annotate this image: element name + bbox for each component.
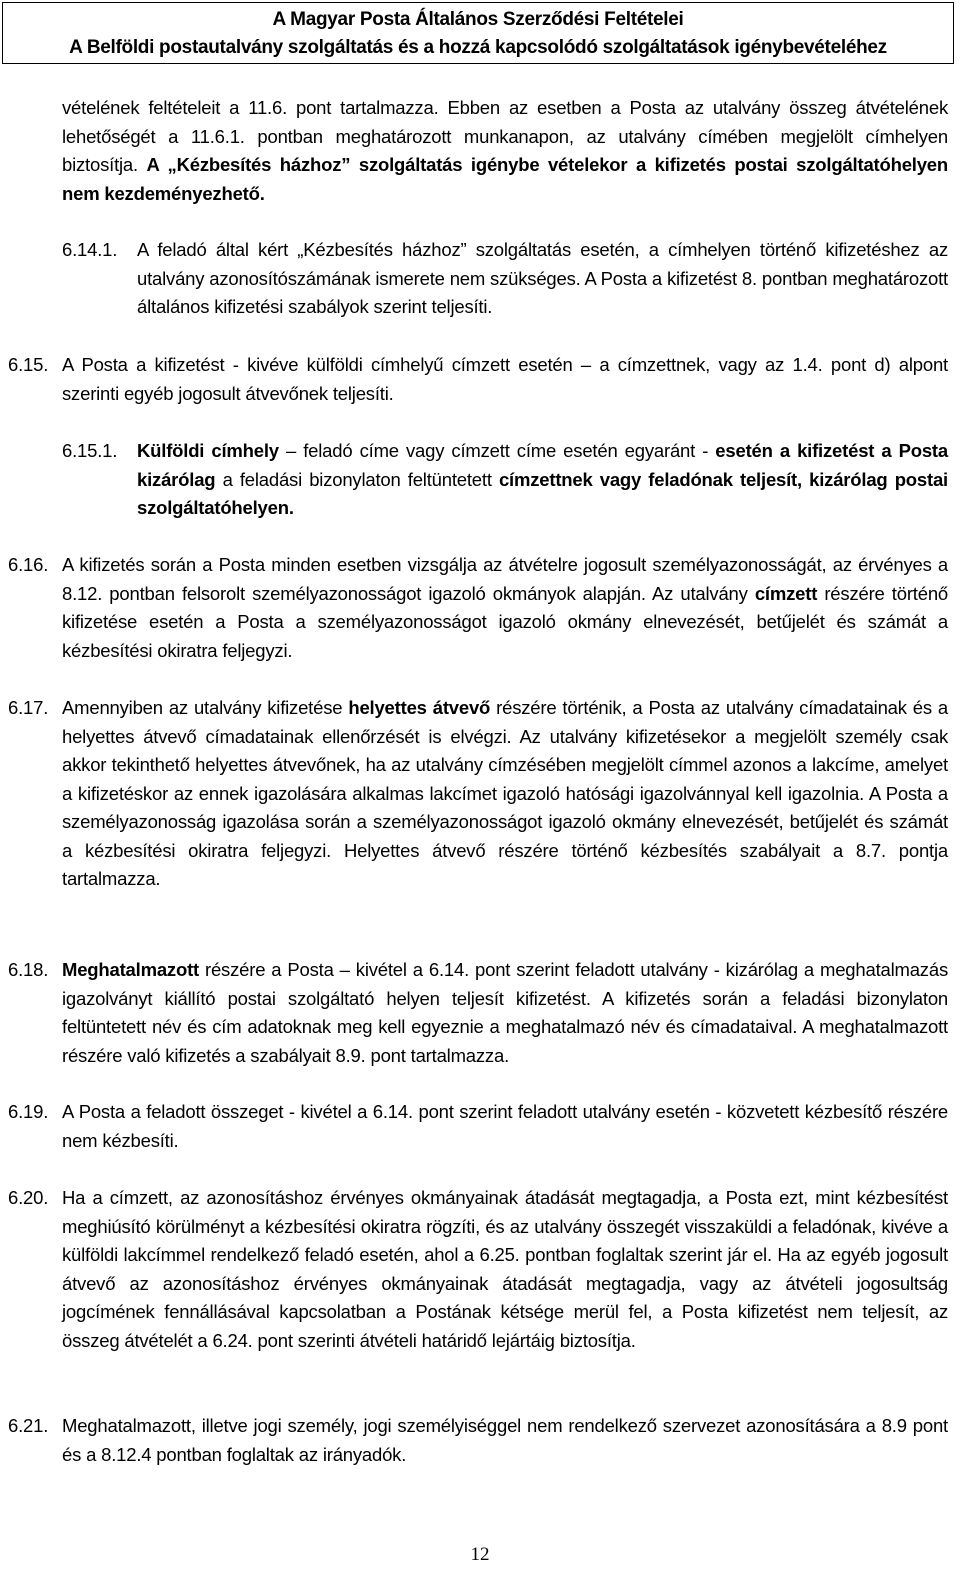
section-number: 6.21. [8, 1415, 49, 1436]
section-number: 6.14.1. [62, 239, 118, 260]
section-number: 6.17. [8, 697, 49, 718]
section-6-19-text: A Posta a feladott összeget - kivétel a 6.14. pont szerint feladott utalvány esetén - közvetett kézbesítő részére nem kézbesíti. [62, 1101, 948, 1151]
document-header [2, 2, 954, 64]
section-6-16-text: A kifizetés során a Posta minden esetben vizsgálja az átvételre jogosult személyazonosságát, az érvényes a 8.12. pontban felsorolt személyazonosságot igazoló okmányok alapján. Az utalvány címzett részére történő kifizetése esetén a Posta a személyazonosságot igazoló okmány elnevezését, betűjelét és számát a kézbesítési okiratra feljegyzi. [62, 554, 948, 661]
section-number: 6.19. [8, 1101, 49, 1122]
section-number: 6.16. [8, 554, 49, 575]
paragraph-intro: vételének feltételeit a 11.6. pont tartalmazza. Ebben az esetben a Posta az utalvány összeg átvételének lehetőségét a 11.6.1. pontban meghatározott munkanapon, az utalvány címében megjelölt címhelyen biztosítja. A „Kézbesítés házhoz” szolgáltatás igénybe vételekor a kifizetés postai szolgáltatóhelyen nem kezdeményezhető. [62, 97, 948, 204]
section-6-15-text: A Posta a kifizetést - kivéve külföldi címhelyű címzett esetén – a címzettnek, vagy az 1.4. pont d) alpont szerinti egyéb jogosult átvevőnek teljesíti. [62, 354, 948, 404]
section-number: 6.18. [8, 959, 49, 980]
header-title: A Magyar Posta Általános Szerződési Feltételei [272, 9, 684, 30]
section-number: 6.20. [8, 1187, 49, 1208]
section-number: 6.15. [8, 354, 49, 375]
section-6-15-1-text: Külföldi címhely – feladó címe vagy címzett címe esetén egyaránt - esetén a kifizetést a Posta kizárólag a feladási bizonylaton feltüntetett címzettnek vagy feladónak teljesít, kizárólag postai szolgáltatóhelyen. [137, 440, 948, 518]
section-6-20-text: Ha a címzett, az azonosításhoz érvényes okmányainak átadását megtagadja, a Posta ezt, mint kézbesítést meghiúsító körülményt a kézbesítési okiratra rögzíti, és az utalvány összegét visszaküldi a feladónak, kivéve a külföldi lakcímmel rendelkező feladó esetén, ahol a 6.25. pontban foglaltak szerint jár el. Ha az egyéb jogosult átvevő az azonosításhoz érvényes okmányainak átadását megtagadja, vagy az átvételi jogosultság jogcímének fennállásával kapcsolatban a Postának kétsége merül fel, a Posta kifizetést nem teljesít, az összeg átvételét a 6.24. pont szerinti átvételi határidő lejártáig biztosítja. [62, 1187, 948, 1351]
section-6-21-text: Meghatalmazott, illetve jogi személy, jogi személyiséggel nem rendelkező szervezet azonosítására a 8.9 pont és a 8.12.4 pontban foglaltak az irányadók. [62, 1415, 948, 1465]
page-number: 12 [470, 1544, 490, 1565]
section-6-18-text: Meghatalmazott részére a Posta – kivétel a 6.14. pont szerint feladott utalvány - kizárólag a meghatalmazás igazolványt kiállító postai szolgáltató helyen teljesít kifizetést. A kifizetés során a feladási bizonylaton feltüntetett név és cím adatoknak meg kell egyeznie a meghatalmazó név és címadataival. A meghatalmazott részére való kifizetés a szabályait 8.9. pont tartalmazza. [62, 959, 948, 1066]
header-subtitle: A Belföldi postautalvány szolgáltatás és a hozzá kapcsolódó szolgáltatások igénybevételéhez [69, 37, 887, 58]
section-6-17-text: Amennyiben az utalvány kifizetése helyettes átvevő részére történik, a Posta az utalvány címadatainak és a helyettes átvevő címadatainak ellenőrzését is elvégzi. Az utalvány kifizetésekor a megjelölt személy csak akkor tekinthető helyettes átvevőnek, ha az utalvány címzésében megjelölt címmel azonos a lakcíme, amelyet a kifizetéskor az ennek igazolására alkalmas lakcímet igazoló hatósági igazolvánnyal kell igazolnia. A Posta a személyazonosság igazolása során a személyazonosságot igazoló okmány elnevezését, betűjelét és számát a kézbesítési okiratra feljegyzi. Helyettes átvevő részére történő kézbesítés szabályait a 8.7. pontja tartalmazza. [62, 697, 948, 889]
section-6-14-1-text: A feladó által kért „Kézbesítés házhoz” szolgáltatás esetén, a címhelyen történő kifizetéshez az utalvány azonosítószámának ismerete nem szükséges. A Posta a kifizetést 8. pontban meghatározott általános kifizetési szabályok szerint teljesíti. [137, 239, 948, 317]
section-number: 6.15.1. [62, 440, 118, 461]
